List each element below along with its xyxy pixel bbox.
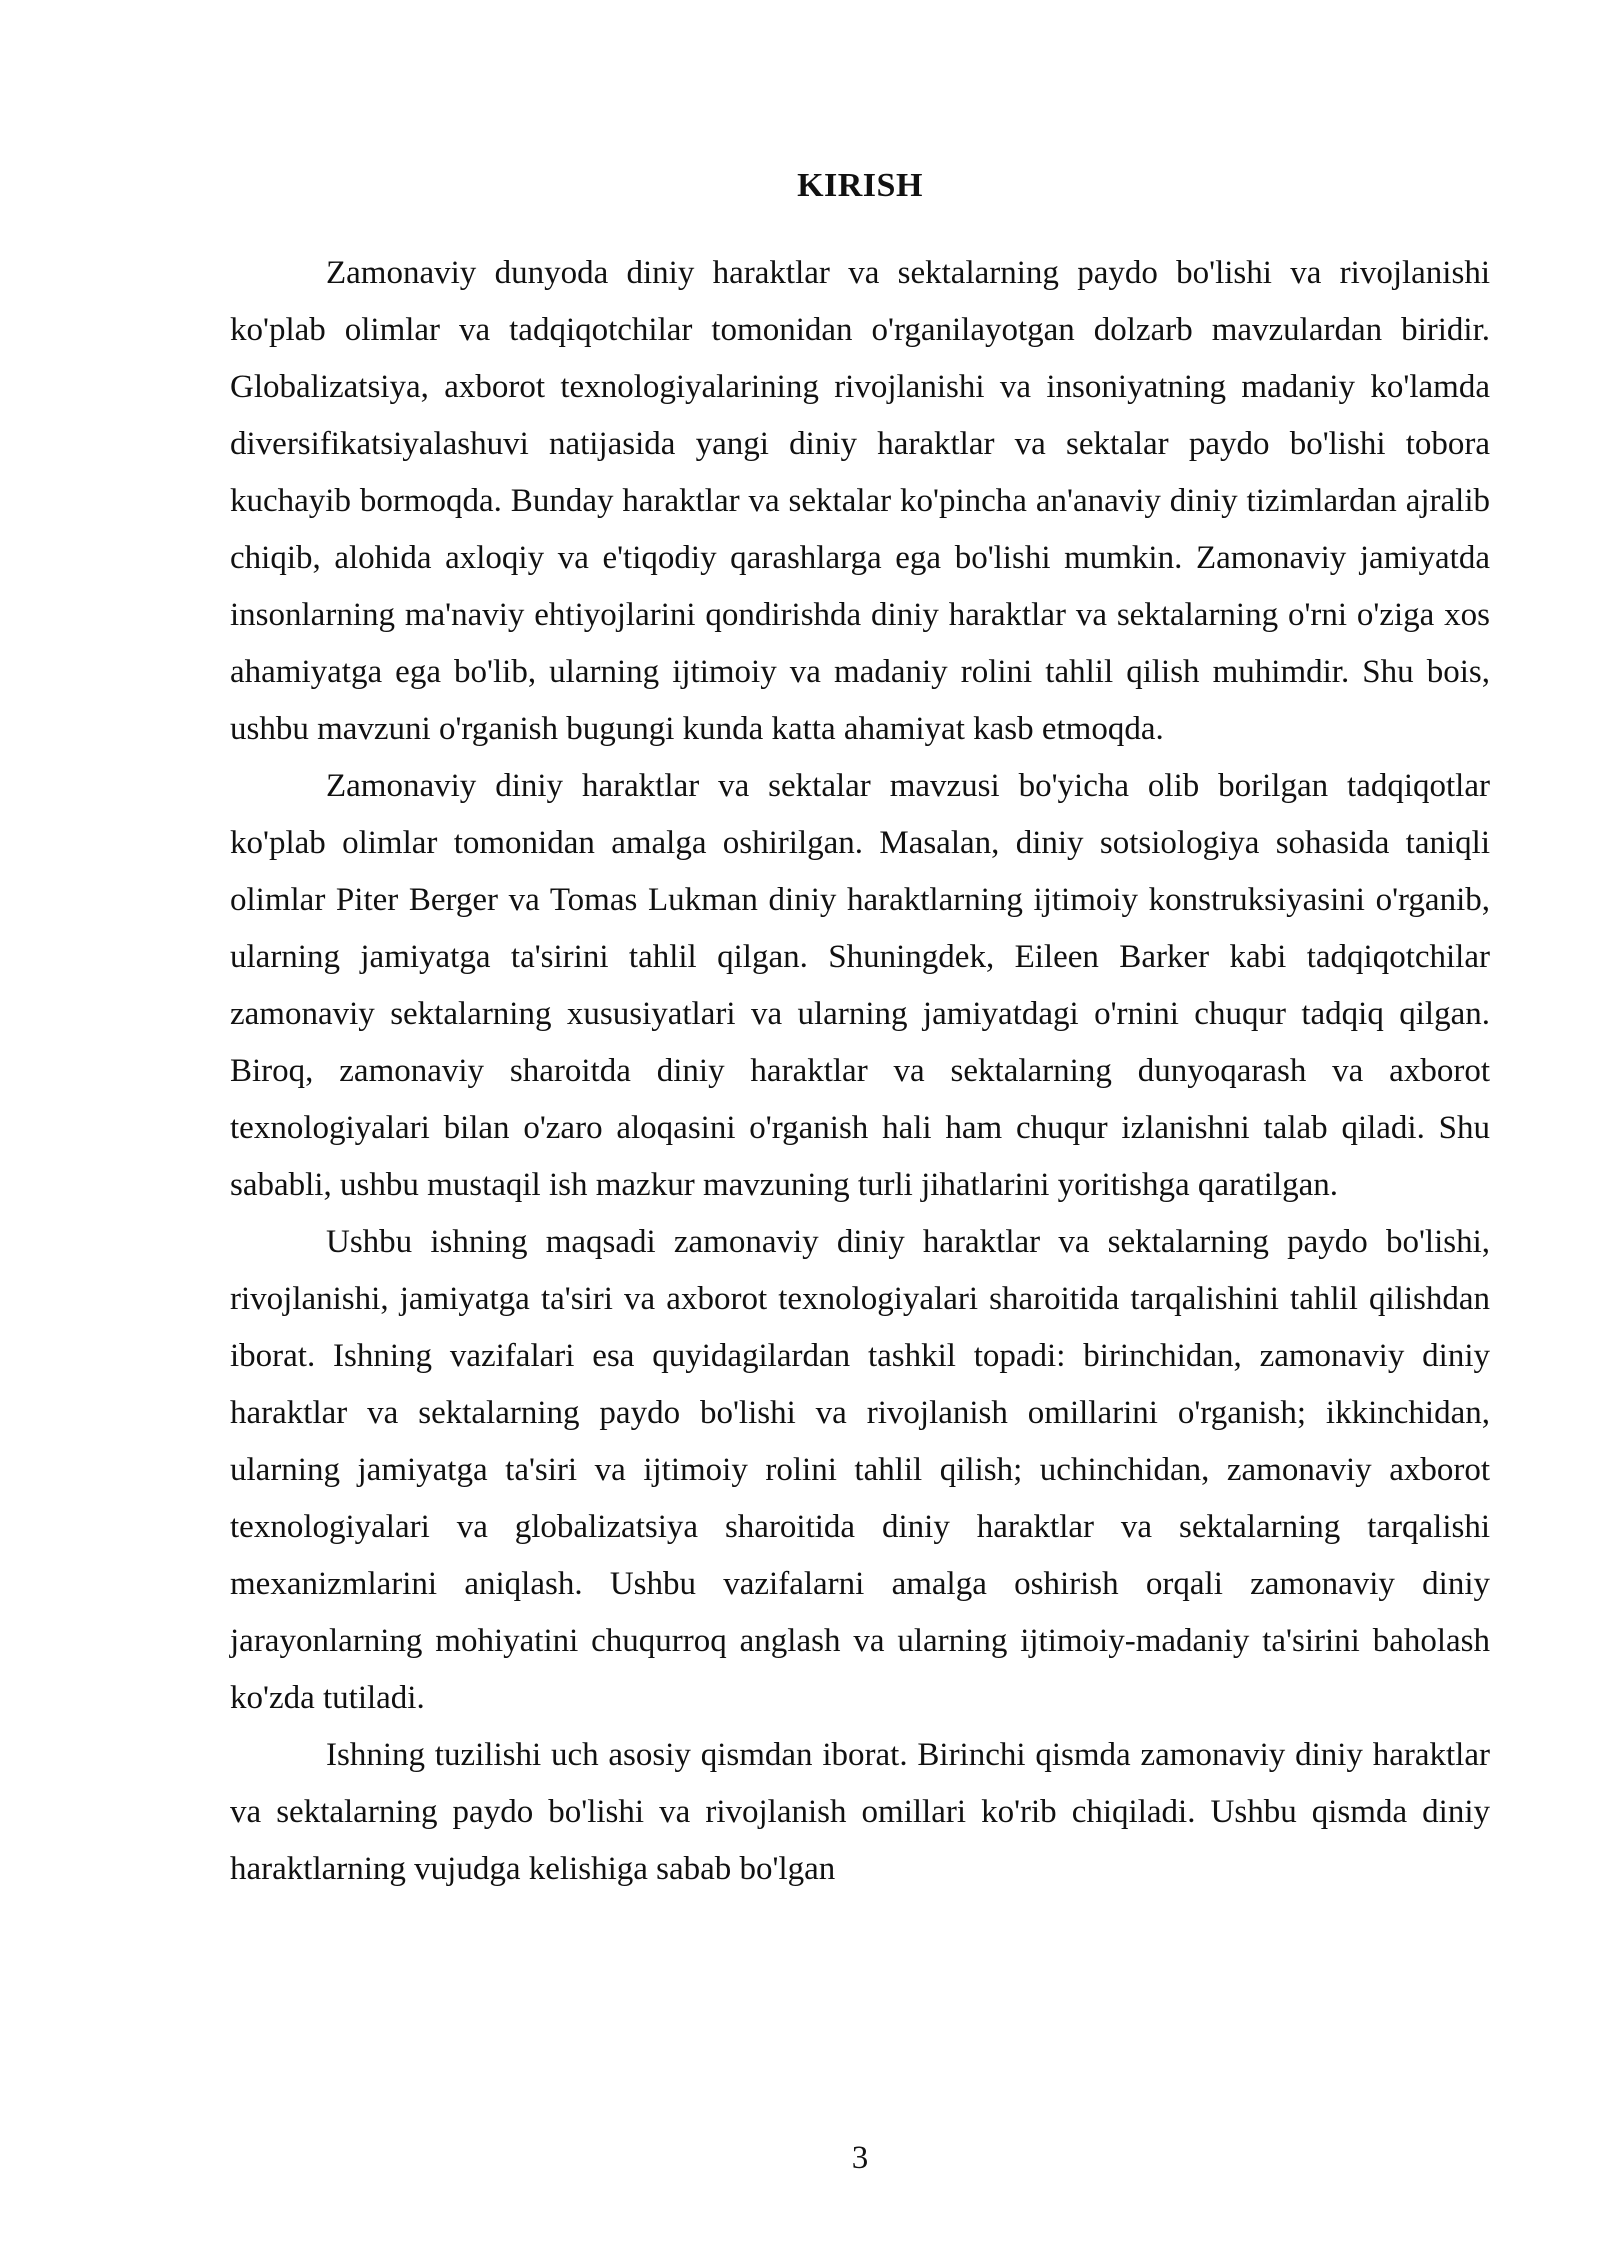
body-text [230,245,1490,1898]
section-heading: KIRISH [797,167,923,204]
page-number: 3 [851,2140,869,2176]
paragraph-1: Zamonaviy dunyoda diniy haraktlar va sektalarning paydo bo'lishi va rivojlanishi ko'plab olimlar va tadqiqotchilar tomonidan o'rganilayotgan dolzarb mavzulardan biridir. Globalizatsiya, axborot texnologiyalarining rivojlanishi va insoniyatning madaniy ko'lamda diversifikatsiyalashuvi natijasida yangi diniy haraktlar va sektalar paydo bo'lishi tobora kuchayib bormoqda. Bunday haraktlar va sektalar ko'pincha an'anaviy diniy tizimlardan ajralib chiqib, alohida axloqiy va e'tiqodiy qarashlarga ega bo'lishi mumkin. Zamonaviy jamiyatda insonlarning ma'naviy ehtiyojlarini qondirishda diniy haraktlar va sektalarning o'rni o'ziga xos ahamiyatga ega bo'lib, ularning ijtimoiy va madaniy rolini tahlil qilish muhimdir. Shu bois, ushbu mavzuni o'rganish bugungi kunda katta ahamiyat kasb etmoqda. [230,255,1490,747]
paragraph-2: Zamonaviy diniy haraktlar va sektalar mavzusi bo'yicha olib borilgan tadqiqotlar ko'plab olimlar tomonidan amalga oshirilgan. Masalan, diniy sotsiologiya sohasida taniqli olimlar Piter Berger va Tomas Lukman diniy haraktlarning ijtimoiy konstruksiyasini o'rganib, ularning jamiyatga ta'sirini tahlil qilgan. Shuningdek, Eileen Barker kabi tadqiqotchilar zamonaviy sektalarning xususiyatlari va ularning jamiyatdagi o'rnini chuqur tadqiq qilgan. Biroq, zamonaviy sharoitda diniy haraktlar va sektalarning dunyoqarash va axborot texnologiyalari bilan o'zaro aloqasini o'rganish hali ham chuqur izlanishni talab qiladi. Shu sababli, ushbu mustaqil ish mazkur mavzuning turli jihatlarini yoritishga qaratilgan. [230,768,1490,1203]
paragraph-3: Ushbu ishning maqsadi zamonaviy diniy haraktlar va sektalarning paydo bo'lishi, rivojlanishi, jamiyatga ta'siri va axborot texnologiyalari sharoitida tarqalishini tahlil qilishdan iborat. Ishning vazifalari esa quyidagilardan tashkil topadi: birinchidan, zamonaviy diniy haraktlar va sektalarning paydo bo'lishi va rivojlanish omillarini o'rganish; ikkinchidan, ularning jamiyatga ta'siri va ijtimoiy rolini tahlil qilish; uchinchidan, zamonaviy axborot texnologiyalari va globalizatsiya sharoitida diniy haraktlar va sektalarning tarqalishi mexanizmlarini aniqlash. Ushbu vazifalarni amalga oshirish orqali zamonaviy diniy jarayonlarning mohiyatini chuqurroq anglash va ularning ijtimoiy-madaniy ta'sirini baholash ko'zda tutiladi. [230,1224,1490,1716]
paragraph-4: Ishning tuzilishi uch asosiy qismdan iborat. Birinchi qismda zamonaviy diniy haraktlar va sektalarning paydo bo'lishi va rivojlanish omillari ko'rib chiqiladi. Ushbu qismda diniy haraktlarning vujudga kelishiga sabab bo'lgan [230,1737,1490,1887]
